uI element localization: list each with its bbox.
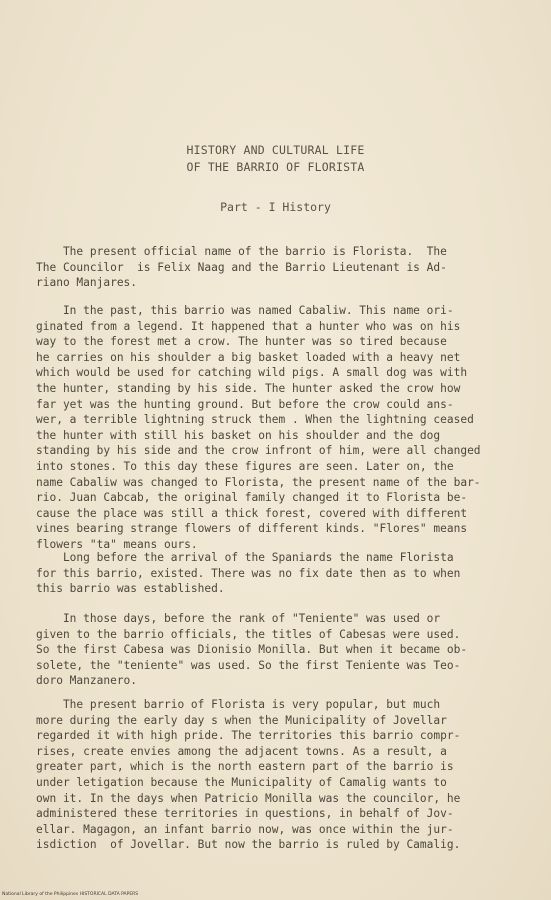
text-line: vines bearing strange flowers of different kinds. "Flores" means (36, 522, 468, 536)
text-line: ellar. Magagon, an infant barrio now, was once within the jur- (36, 822, 454, 836)
text-line: more during the early day s when the Municipality of Jovellar (36, 713, 447, 727)
text-line: into stones. To this day these figures are seen. Later on, the (36, 459, 454, 473)
text-line: regarded it with high pride. The territories this barrio compr- (36, 729, 461, 743)
text-line: own it. In the days when Patricio Monilla was the councilor, he (36, 791, 461, 805)
title-line-1: HISTORY AND CULTURAL LIFE (186, 143, 365, 157)
text-line: The present barrio of Florista is very popular, but much (36, 698, 441, 711)
text-line: wer, a terrible lightning struck them . When the lightning ceased (36, 413, 474, 427)
text-line: the hunter, standing by his side. The hunter asked the crow how (36, 381, 461, 395)
text-line: cause the place was still a thick forest, covered with different (36, 506, 468, 520)
text-line: name Cabaliw was changed to Florista, the present name of the bar- (36, 475, 481, 489)
paragraph-officials (36, 611, 512, 689)
text-line: solete, the "teniente" was used. So the first Teniente was Teo- (36, 658, 461, 672)
text-line: rio. Juan Cabcab, the original family changed it to Florista be- (36, 491, 468, 505)
document-title (0, 142, 551, 176)
text-line: the hunter with still his basket on his shoulder and the dog (36, 428, 441, 442)
text-line: flowers "ta" means ours. (36, 537, 198, 551)
text-line: So the first Cabesa was Dionisio Monilla. But when it became ob- (36, 643, 468, 657)
text-line: rises, create envies among the adjacent towns. As a result, a (36, 744, 447, 758)
text-line: Long before the arrival of the Spaniards the name Florista (36, 551, 454, 564)
text-line: riano Manjares. (36, 276, 138, 290)
text-line: greater part, which is the north eastern part of the barrio is (36, 760, 454, 774)
text-line: In those days, before the rank of "Teniente" was used or (36, 612, 441, 625)
text-line: this barrio was established. (36, 582, 225, 596)
text-line: he carries on his shoulder a big basket loaded with a heavy net (36, 350, 461, 364)
paragraph-spaniards (36, 550, 512, 597)
text-line: isdiction of Jovellar. But now the barrio is ruled by Camalig. (36, 838, 461, 852)
text-line: standing by his side and the crow infront of him, were all changed (36, 444, 481, 458)
text-line: which would be used for catching wild pigs. A small dog was with (36, 366, 468, 380)
text-line: given to the barrio officials, the titles of Cabesas were used. (36, 627, 461, 641)
text-line: under letigation because the Municipality of Camalig wants to (36, 775, 447, 789)
text-line: far yet was the hunting ground. But before the crow could ans- (36, 397, 454, 411)
text-line: In the past, this barrio was named Cabaliw. This name ori- (36, 304, 454, 317)
text-line: for this barrio, existed. There was no fix date then as to when (36, 566, 461, 580)
paragraph-official-name (36, 244, 512, 291)
section-heading: Part - I History (220, 200, 331, 214)
paragraph-territories (36, 697, 512, 853)
text-line: The present official name of the barrio is Florista. The (36, 245, 447, 258)
paragraph-legend (36, 303, 512, 553)
title-line-2: OF THE BARRIO OF FLORISTA (186, 160, 365, 174)
library-footer: National Library of the Philippines HISTORICAL DATA PAPERS (2, 892, 139, 897)
text-line: The Councilor is Felix Naag and the Barrio Lieutenant is Ad- (36, 260, 447, 274)
text-line: administered these territories in questions, in behalf of Jov- (36, 807, 454, 821)
text-line: way to the forest met a crow. The hunter was so tired because (36, 335, 447, 349)
text-line: ginated from a legend. It happened that a hunter who was on his (36, 319, 461, 333)
text-line: doro Manzanero. (36, 674, 138, 688)
